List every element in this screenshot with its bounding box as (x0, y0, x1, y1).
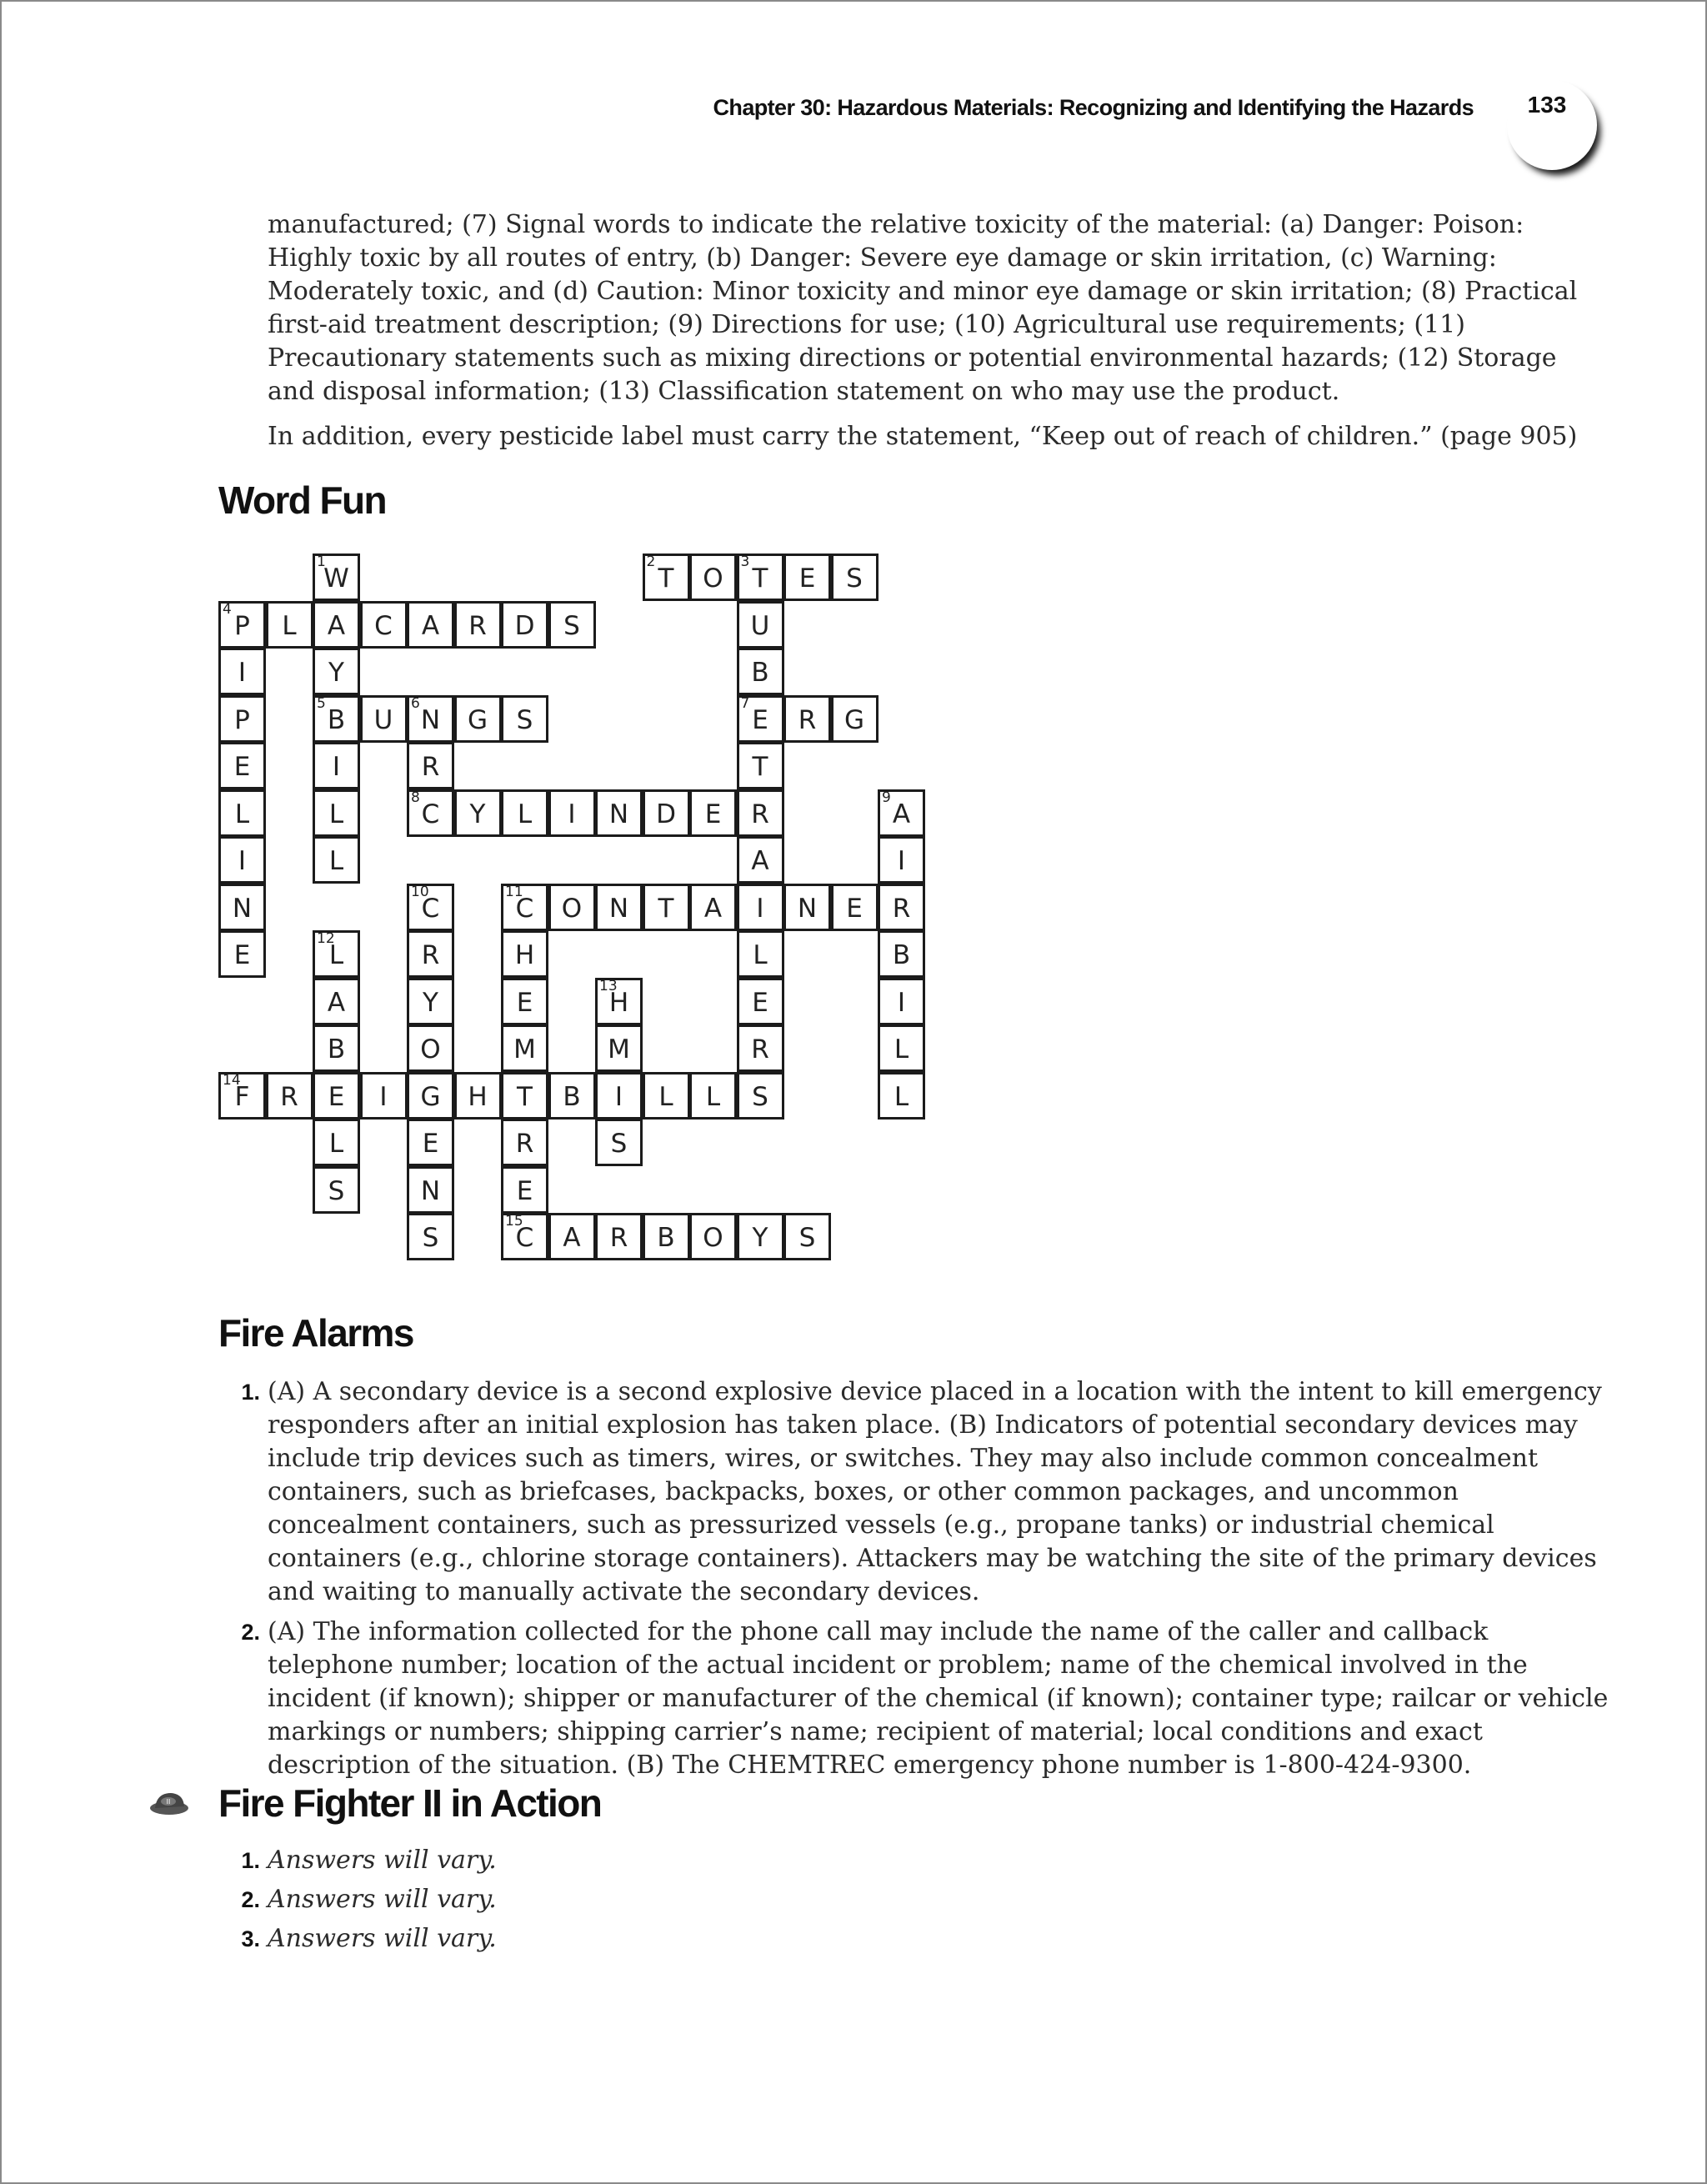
crossword-cell (313, 930, 360, 978)
cell-letter: P (234, 704, 250, 735)
crossword-cell (831, 884, 879, 931)
crossword-cell (548, 1072, 596, 1120)
item-text: Answers will vary. (268, 1924, 497, 1953)
list-item (218, 1615, 1619, 1782)
crossword-cell (501, 930, 548, 978)
fire-alarms-list (218, 1375, 1619, 1789)
cell-letter: R (421, 940, 440, 970)
clue-number: 14 (223, 1071, 241, 1089)
crossword-cell (783, 554, 831, 601)
cell-letter: E (798, 564, 816, 594)
crossword-cell (501, 601, 548, 649)
crossword-cell (266, 1072, 313, 1120)
cell-letter: N (420, 704, 441, 735)
clue-number: 4 (223, 600, 232, 618)
crossword-cell (501, 695, 548, 743)
item-text: (A) The information collected for the phone call may include the name of the caller and callback telephone number; location of the actual incident or problem; name of the chemical involved in the incident (if known); shipper or manufacturer of the chemical (if known); container type; railcar or vehicle markings or numbers; shipping carrier’s name; recipient of material; local conditions and exact description of the situation. (B) The CHEMTREC emergency phone number is 1-800-424-9300. (268, 1617, 1609, 1780)
crossword-cell (783, 695, 831, 743)
crossword-cell (218, 742, 266, 789)
crossword-cell (595, 978, 643, 1025)
cell-letter: I (756, 893, 764, 924)
clue-number: 7 (740, 694, 750, 712)
crossword-cell (501, 1213, 548, 1260)
crossword-cell (218, 836, 266, 884)
crossword-cell (548, 884, 596, 931)
clue-number: 13 (599, 977, 618, 994)
clue-number: 8 (411, 789, 420, 806)
crossword-cell (737, 978, 784, 1025)
cell-letter: C (374, 610, 393, 641)
clue-number: 11 (505, 883, 523, 900)
crossword-cell (737, 554, 784, 601)
crossword-cell (737, 836, 784, 884)
cell-letter: E (516, 1175, 533, 1206)
crossword-cell (548, 1213, 596, 1260)
cell-letter: C (515, 893, 534, 924)
crossword-cell (218, 601, 266, 649)
crossword-cell (643, 1213, 690, 1260)
crossword-cell (407, 1072, 454, 1120)
cell-letter: R (751, 799, 769, 829)
crossword-cell (595, 1213, 643, 1260)
crossword-cell (878, 1024, 925, 1072)
cell-letter: S (610, 1129, 628, 1159)
crossword-cell (783, 884, 831, 931)
cell-letter: G (420, 1081, 441, 1112)
crossword-cell (313, 978, 360, 1025)
cell-letter: L (234, 799, 250, 829)
crossword-cell (643, 554, 690, 601)
crossword-cell (737, 1024, 784, 1072)
cell-letter: R (468, 610, 487, 641)
helmet-badge-text: II (166, 1798, 171, 1806)
cell-letter: O (703, 1223, 723, 1253)
cell-letter: L (282, 610, 297, 641)
clue-number: 10 (411, 883, 429, 900)
intro-paragraph: In addition, every pesticide label must carry the statement, “Keep out of reach of children.” (page 905) (268, 422, 1578, 451)
crossword-cell (737, 884, 784, 931)
cell-letter: B (892, 940, 911, 970)
clue-number: 15 (505, 1213, 523, 1230)
cell-letter: N (797, 893, 818, 924)
cell-letter: I (238, 658, 247, 688)
clue-number: 9 (882, 789, 891, 806)
cell-letter: I (897, 987, 906, 1018)
crossword-cell (689, 554, 737, 601)
crossword-cell (878, 884, 925, 931)
crossword-cell (407, 742, 454, 789)
crossword-cell (595, 884, 643, 931)
cell-letter: R (280, 1081, 298, 1112)
crossword-cell (313, 789, 360, 837)
crossword-cell (407, 1166, 454, 1214)
cell-letter: M (513, 1034, 536, 1064)
crossword-cell (360, 1072, 408, 1120)
cell-letter: A (327, 987, 346, 1018)
crossword-cell (689, 789, 737, 837)
cell-letter: L (658, 1081, 673, 1112)
list-item (218, 1844, 1619, 1877)
cell-letter: H (514, 940, 535, 970)
cell-letter: N (232, 893, 253, 924)
item-text: Answers will vary. (268, 1846, 497, 1875)
cell-letter: F (234, 1081, 250, 1112)
cell-letter: L (328, 1129, 344, 1159)
cell-letter: D (514, 610, 535, 641)
cell-letter: L (328, 799, 344, 829)
cell-letter: I (897, 846, 906, 876)
crossword-cell (643, 789, 690, 837)
cell-letter: U (750, 610, 770, 641)
crossword-cell (407, 1119, 454, 1166)
cell-letter: G (843, 704, 865, 735)
cell-letter: O (420, 1034, 441, 1064)
cell-letter: A (327, 610, 346, 641)
crossword-cell (218, 695, 266, 743)
crossword-cell (407, 930, 454, 978)
cell-letter: A (563, 1223, 581, 1253)
crossword-cell (689, 1213, 737, 1260)
list-item (218, 1883, 1619, 1916)
crossword-cell (313, 695, 360, 743)
cell-letter: R (421, 752, 440, 782)
crossword-cell (407, 1024, 454, 1072)
cell-letter: A (421, 610, 440, 641)
clue-number: 5 (317, 694, 326, 712)
crossword-cell (783, 1213, 831, 1260)
cell-letter: M (608, 1034, 630, 1064)
cell-letter: S (422, 1223, 439, 1253)
cell-letter: D (656, 799, 676, 829)
crossword-cell (218, 930, 266, 978)
cell-letter: Y (469, 799, 486, 829)
section-heading: Fire Alarms (218, 1311, 413, 1355)
cell-letter: E (422, 1129, 439, 1159)
cell-letter: R (751, 1034, 769, 1064)
crossword-cell (313, 1072, 360, 1120)
cell-letter: L (894, 1081, 909, 1112)
cell-letter: R (515, 1129, 534, 1159)
cell-letter: Y (423, 987, 438, 1018)
clue-number: 2 (646, 554, 656, 570)
crossword-cell (407, 884, 454, 931)
cell-letter: U (373, 704, 393, 735)
crossword-cell (218, 884, 266, 931)
cell-letter: C (421, 799, 440, 829)
list-item (218, 1375, 1619, 1609)
crossword-cell (360, 601, 408, 649)
cell-letter: S (752, 1081, 768, 1112)
cell-letter: S (328, 1175, 345, 1206)
ff2-list (218, 1844, 1619, 1961)
crossword-grid (218, 554, 969, 1262)
crossword-cell (737, 601, 784, 649)
cell-letter: A (892, 799, 911, 829)
item-text: (A) A secondary device is a second explosive device placed in a location with the intent to kill emergency responders after an initial explosion has taken place. (B) Indicators of potential secondary devices may include trip devices such as timers, wires, or switches. They may also include common concealment containers, such as briefcases, backpacks, boxes, or other common packages, and uncommon concealment containers, such as pressurized vessels (e.g., propane tanks) or industrial chemical containers (e.g., chlorine storage containers). Attackers may be watching the site of the primary devices and waiting to manually activate the secondary devices. (268, 1377, 1602, 1606)
cell-letter: E (704, 799, 722, 829)
section-heading: Word Fun (218, 478, 386, 522)
cell-letter: L (705, 1081, 721, 1112)
section-heading: Fire Fighter II in Action (218, 1781, 602, 1825)
cell-letter: E (752, 704, 768, 735)
item-number: 1. (241, 1380, 260, 1405)
cell-letter: W (323, 564, 349, 594)
cell-letter: S (846, 564, 863, 594)
cell-letter: B (327, 1034, 346, 1064)
cell-letter: C (421, 893, 440, 924)
crossword-cell (407, 601, 454, 649)
crossword-cell (501, 1024, 548, 1072)
cell-letter: N (420, 1175, 441, 1206)
crossword-cell (501, 1119, 548, 1166)
crossword-cell (878, 978, 925, 1025)
crossword-cell (313, 1024, 360, 1072)
crossword-cell (313, 1166, 360, 1214)
cell-letter: I (614, 1081, 623, 1112)
crossword-cell (313, 836, 360, 884)
cell-letter: I (379, 1081, 388, 1112)
cell-letter: P (234, 610, 250, 641)
crossword-cell (689, 1072, 737, 1120)
crossword-cell (737, 789, 784, 837)
cell-letter: E (752, 987, 768, 1018)
crossword-cell (737, 742, 784, 789)
cell-letter: S (516, 704, 533, 735)
cell-letter: E (233, 940, 251, 970)
cell-letter: E (233, 752, 251, 782)
cell-letter: A (703, 893, 723, 924)
cell-letter: R (609, 1223, 628, 1253)
crossword-cell (878, 789, 925, 837)
crossword-cell (548, 789, 596, 837)
clue-number: 1 (317, 554, 326, 570)
crossword-cell (218, 789, 266, 837)
clue-number: 6 (411, 694, 420, 712)
clue-number: 12 (317, 930, 335, 947)
crossword-cell (454, 695, 502, 743)
item-number: 2. (241, 1887, 260, 1912)
crossword-cell (218, 1072, 266, 1120)
crossword-cell (831, 695, 879, 743)
cell-letter: C (515, 1223, 534, 1253)
cell-letter: H (608, 987, 629, 1018)
crossword-cell (878, 1072, 925, 1120)
running-head: Chapter 30: Hazardous Materials: Recognizing and Identifying the Hazards (713, 95, 1474, 120)
cell-letter: I (238, 846, 247, 876)
cell-letter: L (328, 846, 344, 876)
crossword-cell (737, 930, 784, 978)
crossword-cell (313, 1119, 360, 1166)
crossword-cell (737, 1213, 784, 1260)
cell-letter: H (468, 1081, 488, 1112)
crossword-cell (643, 1072, 690, 1120)
cell-letter: B (563, 1081, 581, 1112)
crossword-cell (501, 1166, 548, 1214)
crossword-cell (878, 930, 925, 978)
cell-letter: T (752, 752, 768, 782)
cell-letter: E (328, 1081, 345, 1112)
crossword-cell (737, 695, 784, 743)
cell-letter: E (516, 987, 533, 1018)
crossword-cell (407, 978, 454, 1025)
cell-letter: R (798, 704, 817, 735)
cell-letter: S (563, 610, 580, 641)
cell-letter: B (327, 704, 346, 735)
cell-letter: L (894, 1034, 909, 1064)
crossword-cell (454, 601, 502, 649)
cell-letter: T (658, 893, 674, 924)
crossword-cell (454, 1072, 502, 1120)
cell-letter: T (658, 564, 674, 594)
crossword-cell (595, 1119, 643, 1166)
crossword-cell (454, 789, 502, 837)
cell-letter: B (657, 1223, 675, 1253)
crossword-cell (643, 884, 690, 931)
crossword-cell (737, 1072, 784, 1120)
crossword-cell (266, 601, 313, 649)
item-number: 2. (241, 1620, 260, 1645)
list-item (218, 1922, 1619, 1956)
fire-helmet-icon (148, 1790, 190, 1818)
crossword-cell (313, 742, 360, 789)
crossword-cell (595, 789, 643, 837)
crossword-cell (218, 648, 266, 695)
crossword-cell (737, 648, 784, 695)
cell-letter: B (751, 658, 769, 688)
crossword-cell (313, 554, 360, 601)
cell-letter: L (753, 940, 768, 970)
cell-letter: O (703, 564, 723, 594)
crossword-cell (548, 601, 596, 649)
cell-letter: T (517, 1081, 533, 1112)
crossword-cell (501, 789, 548, 837)
cell-letter: R (892, 893, 911, 924)
cell-letter: T (752, 564, 768, 594)
crossword-cell (831, 554, 879, 601)
cell-letter: O (561, 893, 583, 924)
clue-number: 3 (740, 554, 750, 570)
item-number: 3. (241, 1926, 260, 1951)
item-number: 1. (241, 1848, 260, 1873)
item-text: Answers will vary. (268, 1885, 497, 1914)
cell-letter: I (568, 799, 576, 829)
crossword-cell (689, 884, 737, 931)
cell-letter: A (751, 846, 769, 876)
crossword-cell (407, 695, 454, 743)
cell-letter: S (798, 1223, 816, 1253)
cell-letter: I (332, 752, 341, 782)
crossword-cell (407, 1213, 454, 1260)
cell-letter: Y (752, 1223, 768, 1253)
crossword-cell (501, 884, 548, 931)
intro-paragraph: manufactured; (7) Signal words to indicate the relative toxicity of the material: (a) Danger: Poison: Highly toxic by all routes of entry, (b) Danger: Severe eye damage or skin irritation, (c) Warning: Moderately toxic, and (d) Caution: Minor toxicity and minor eye damage or skin irritation; (8) Practical first-aid treatment description; (9) Directions for use; (10) Agricultural use requirements; (11) Precautionary statements such as mixing directions or potential environmental hazards; (12) Storage and disposal information; (13) Classification statement on who may use the product. (268, 210, 1578, 406)
page-number: 133 (1527, 92, 1567, 118)
cell-letter: N (608, 893, 629, 924)
cell-letter: Y (328, 658, 344, 688)
crossword-cell (595, 1024, 643, 1072)
crossword-cell (313, 648, 360, 695)
crossword-cell (878, 836, 925, 884)
crossword-cell (501, 978, 548, 1025)
crossword-cell (595, 1072, 643, 1120)
crossword-cell (313, 601, 360, 649)
crossword-cell (407, 789, 454, 837)
cell-letter: L (517, 799, 533, 829)
crossword-cell (360, 695, 408, 743)
cell-letter: G (467, 704, 488, 735)
cell-letter: E (846, 893, 863, 924)
cell-letter: N (608, 799, 629, 829)
cell-letter: L (328, 940, 344, 970)
crossword-cell (501, 1072, 548, 1120)
